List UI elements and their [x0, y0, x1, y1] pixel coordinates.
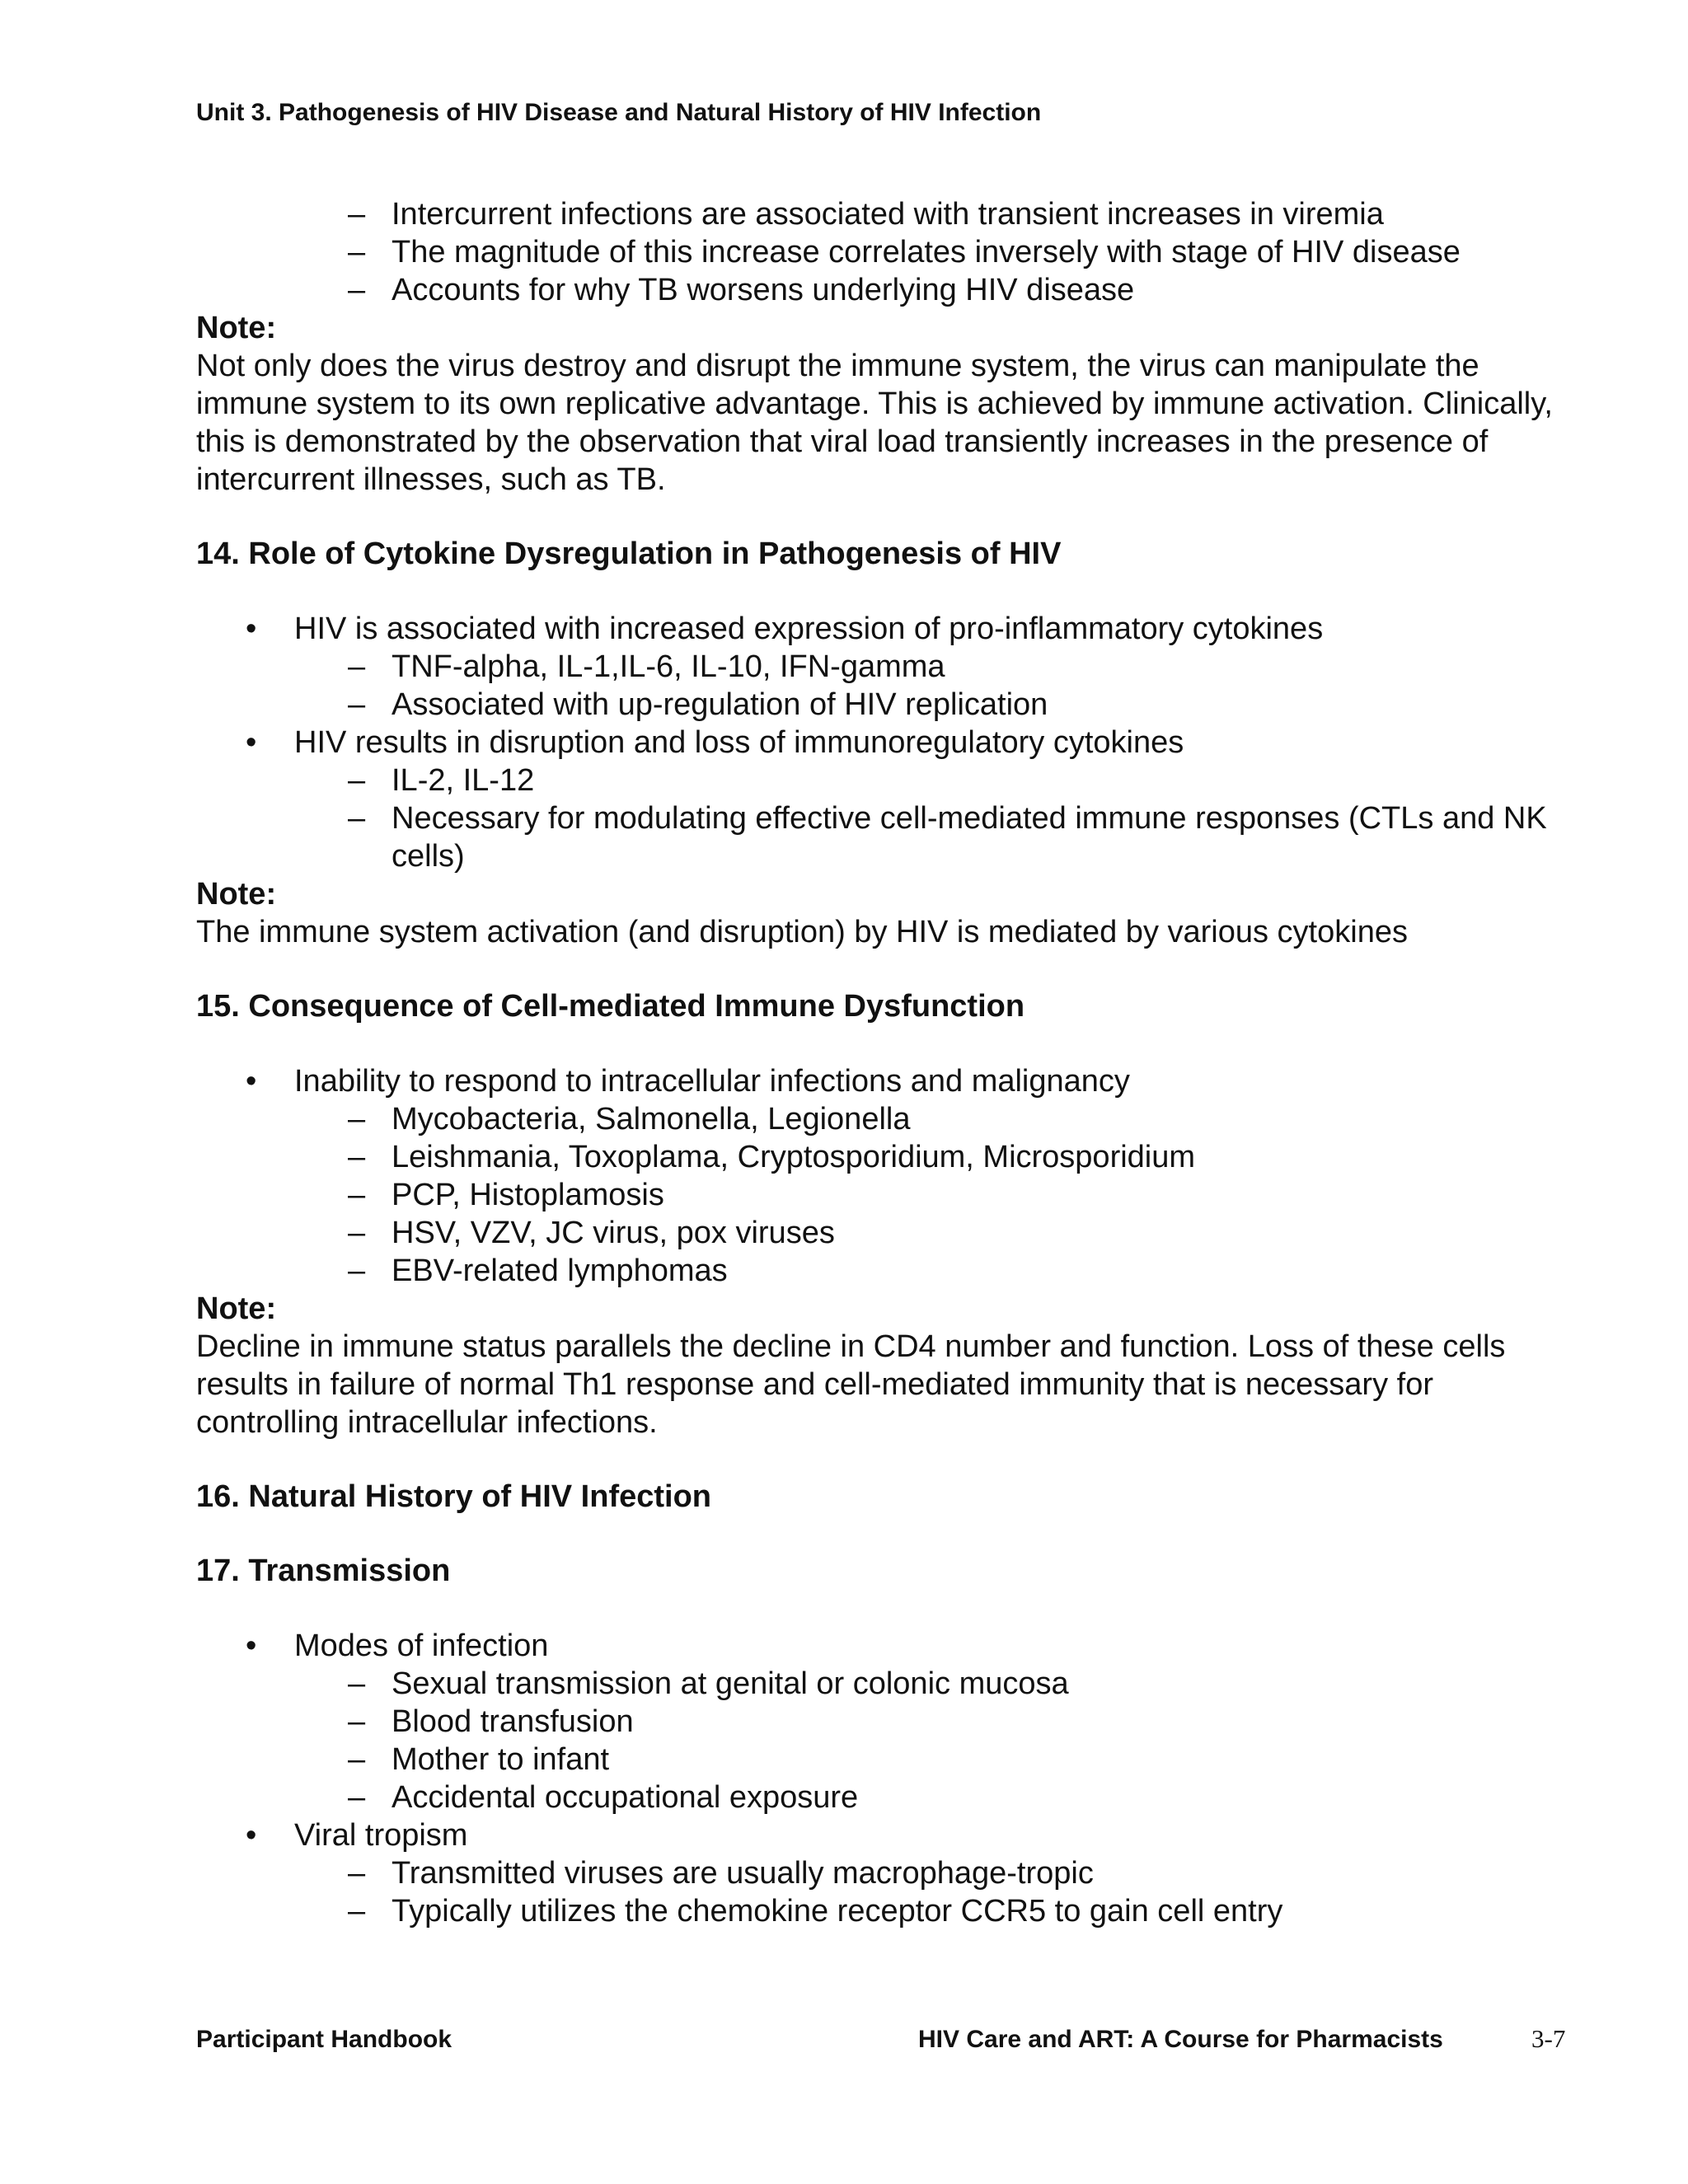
list-item: – Mycobacteria, Salmonella, Legionella [196, 1100, 1564, 1138]
list-item: – Necessary for modulating effective cell-mediated immune responses (CTLs and NK cells) [196, 799, 1564, 875]
list-item: – TNF-alpha, IL-1,IL-6, IL-10, IFN-gamma [196, 648, 1564, 686]
footer-course-title: HIV Care and ART: A Course for Pharmacists [918, 2026, 1443, 2053]
note-paragraph: Decline in immune status parallels the decline in CD4 number and function. Loss of these cells results in failure of normal Th1 response and cell-mediated immunity that is necessary for controlling intracellular infections. [196, 1329, 1506, 1440]
list-item: – HSV, VZV, JC virus, pox viruses [196, 1214, 1564, 1252]
list-item: – Blood transfusion [196, 1703, 1564, 1741]
bullet-item: • Viral tropism [196, 1816, 1564, 1854]
list-item: – Typically utilizes the chemokine receptor CCR5 to gain cell entry [196, 1892, 1564, 1930]
list-item: – Sexual transmission at genital or colonic mucosa [196, 1665, 1564, 1703]
section-heading: 15. Consequence of Cell-mediated Immune Dysfunction [196, 989, 1025, 1024]
list-item: – IL-2, IL-12 [196, 762, 1564, 799]
footer-handbook-label: Participant Handbook [196, 2026, 452, 2053]
note-paragraph: Not only does the virus destroy and disrupt the immune system, the virus can manipulate the immune system to its own replicative advantage. This is achieved by immune activation. Clinically, this is demonstrated by the observation that viral load transiently increases in the presence of intercurrent illnesses, such as TB. [196, 349, 1553, 497]
bullet-item: • Modes of infection [196, 1627, 1564, 1665]
bullet-item: • Inability to respond to intracellular infections and malignancy [196, 1062, 1564, 1100]
note-label: Note: [196, 1291, 277, 1326]
list-item: – Leishmania, Toxoplama, Cryptosporidium, Microsporidium [196, 1138, 1564, 1176]
section-heading: 16. Natural History of HIV Infection [196, 1479, 711, 1514]
list-item: – Intercurrent infections are associated with transient increases in viremia [196, 195, 1564, 233]
bullet-item: • HIV is associated with increased expression of pro-inflammatory cytokines [196, 610, 1564, 648]
section-heading: 14. Role of Cytokine Dysregulation in Pathogenesis of HIV [196, 537, 1062, 571]
note-paragraph: The immune system activation (and disruption) by HIV is mediated by various cytokines [196, 915, 1408, 949]
note-label: Note: [196, 877, 277, 912]
page-content [196, 195, 1564, 1930]
list-item: – Accidental occupational exposure [196, 1779, 1564, 1816]
list-item: – Transmitted viruses are usually macrophage-tropic [196, 1854, 1564, 1892]
bullet-item: • HIV results in disruption and loss of immunoregulatory cytokines [196, 724, 1564, 762]
list-item: – Mother to infant [196, 1741, 1564, 1779]
list-item: – PCP, Histoplamosis [196, 1176, 1564, 1214]
note-label: Note: [196, 311, 277, 345]
section-heading: 17. Transmission [196, 1554, 451, 1588]
list-item: – The magnitude of this increase correlates inversely with stage of HIV disease [196, 233, 1564, 271]
page-number: 3-7 [1531, 2024, 1566, 2053]
list-item: – Associated with up-regulation of HIV replication [196, 686, 1564, 724]
list-item: – Accounts for why TB worsens underlying HIV disease [196, 271, 1564, 309]
list-item: – EBV-related lymphomas [196, 1252, 1564, 1290]
running-header: Unit 3. Pathogenesis of HIV Disease and Natural History of HIV Infection [196, 99, 1042, 126]
